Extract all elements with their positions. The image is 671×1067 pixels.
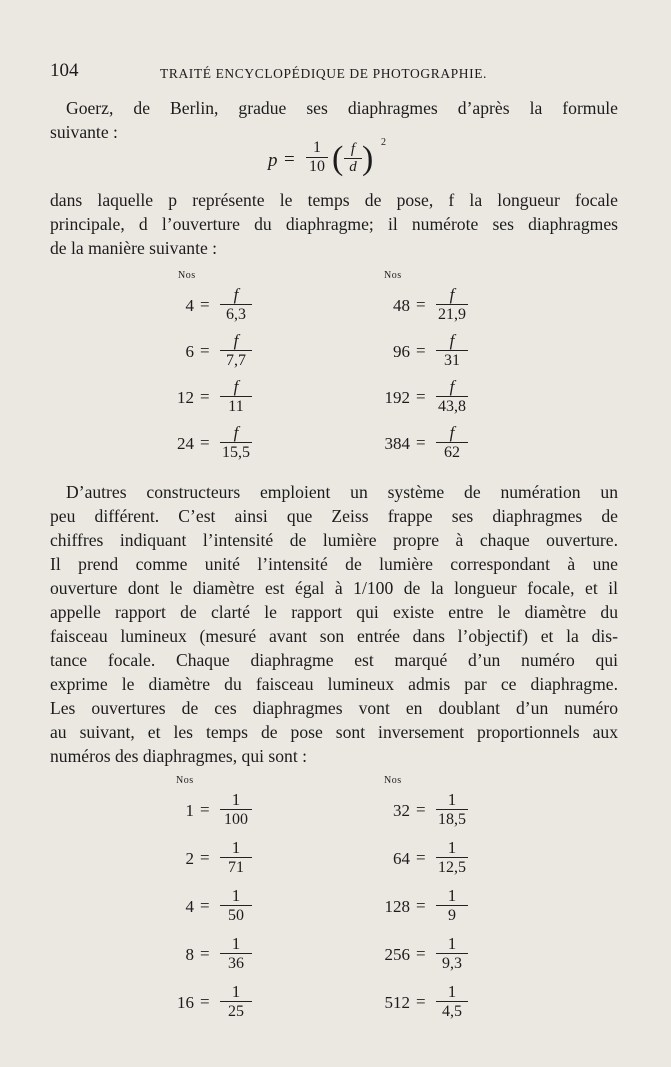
aperture-number: 4 [185,296,194,315]
fraction-numerator: 1 [447,934,457,953]
equals-sign: = [200,387,210,406]
aperture-number: 16 [177,993,194,1012]
left-parenthesis: ( [332,140,344,177]
fraction-numerator: 1 [231,886,241,905]
fraction-numerator: 1 [231,790,241,809]
aperture-number: 512 [384,993,410,1012]
fraction-numerator: 1 [231,934,241,953]
text-line: appelle rapport de clarté le rapport qui existe entre le diamètre du [50,602,618,622]
aperture-number: 6 [185,342,194,361]
aperture-row [160,788,280,832]
equals-sign: = [416,896,426,915]
equals-sign: = [416,944,426,963]
right-parenthesis: ) [362,140,374,177]
equals-sign: = [200,341,210,360]
text-line: ouverture dont le diamètre est égal à 1/100 de la longueur focale, et il [50,578,618,598]
aperture-row [160,421,280,465]
text-line: faisceau lumineux (mesuré avant son entrée dans l’objectif) et la dis- [50,626,618,646]
equals-sign: = [200,944,210,963]
equals-sign: = [416,848,426,867]
aperture-fraction [222,285,250,325]
fraction-denominator: d [349,159,357,175]
aperture-row [376,283,496,327]
fraction-denominator: 18,5 [438,811,466,828]
aperture-number: 96 [393,342,410,361]
equals-sign: = [200,433,210,452]
aperture-fraction [438,331,466,371]
fraction-numerator: f [233,285,239,304]
column-label: Nos [384,775,402,786]
aperture-row [160,375,280,419]
fraction-numerator: f [350,141,356,157]
aperture-number: 256 [384,945,410,964]
fraction-numerator: f [449,331,455,350]
fraction-denominator: 12,5 [438,859,466,876]
text-line: numéros des diaphragmes, qui sont : [50,746,308,766]
aperture-row [376,375,496,419]
column-label: Nos [384,270,402,281]
formula-equals: = [284,149,295,170]
fraction-denominator: 11 [228,398,244,415]
page-number: 104 [50,60,79,81]
aperture-number: 192 [384,388,410,407]
fraction-numerator: 1 [447,982,457,1001]
equals-sign: = [416,387,426,406]
aperture-fraction [438,377,466,417]
text-line: tance focale. Chaque diaphragme est marqué d’un numéro qui [50,650,618,670]
paragraph-zeiss [50,480,618,768]
fraction-denominator: 31 [444,352,460,369]
equals-sign: = [200,896,210,915]
equals-sign: = [416,341,426,360]
fraction-denominator: 25 [228,1003,244,1020]
aperture-fraction [438,790,466,830]
aperture-number: 32 [393,801,410,820]
aperture-fraction [222,838,250,878]
equals-sign: = [416,433,426,452]
aperture-row [376,884,496,928]
aperture-fraction [438,934,466,974]
text-line: au suivant, et les temps de pose sont inversement proportionnels aux [50,722,618,742]
page-header [50,60,620,86]
fraction-numerator: 1 [447,886,457,905]
aperture-number: 48 [393,296,410,315]
aperture-row [160,329,280,373]
text-line: chiffres indiquant l’intensité de lumière propre à chaque ouverture. [50,530,618,550]
fraction-numerator: f [449,285,455,304]
aperture-row [160,932,280,976]
fraction-numerator: f [449,423,455,442]
fraction-numerator: f [233,423,239,442]
fraction-denominator: 71 [228,859,244,876]
aperture-fraction [438,285,466,325]
aperture-fraction [438,982,466,1022]
aperture-number: 2 [185,849,194,868]
aperture-number: 12 [177,388,194,407]
text-line: suivante : [50,122,118,142]
aperture-fraction [222,886,250,926]
fraction-denominator: 43,8 [438,398,466,415]
fraction-denominator: 100 [224,811,248,828]
aperture-row [376,421,496,465]
aperture-fraction [438,838,466,878]
fraction-numerator: 1 [313,139,321,156]
aperture-fraction [438,886,466,926]
text-line: exprime le diamètre du faisceau lumineux admis par ce diaphragme. [50,674,618,694]
formula-lhs: p [268,150,278,171]
column-label: Nos [176,775,194,786]
aperture-number: 128 [384,897,410,916]
fraction-numerator: 1 [447,790,457,809]
formula-inner-fraction [344,141,362,176]
paragraph-goerz-definition [50,188,618,260]
aperture-fraction [222,423,250,463]
fraction-numerator: 1 [231,982,241,1001]
aperture-row [376,980,496,1024]
fraction-numerator: 1 [447,838,457,857]
aperture-row [376,836,496,880]
aperture-fraction [222,331,250,371]
aperture-number: 8 [185,945,194,964]
aperture-row [160,836,280,880]
fraction-denominator: 10 [309,158,325,175]
fraction-denominator: 9 [448,907,456,924]
fraction-denominator: 21,9 [438,306,466,323]
column-label: Nos [178,270,196,281]
aperture-row [160,884,280,928]
text-line: peu différent. C’est ainsi que Zeiss frappe ses diaphragmes de [50,506,618,526]
formula-exponent: 2 [381,137,386,148]
aperture-fraction [222,377,250,417]
fraction-numerator: f [233,331,239,350]
running-title: TRAITÉ ENCYCLOPÉDIQUE DE PHOTOGRAPHIE. [160,66,488,81]
aperture-row [376,788,496,832]
text-line: D’autres constructeurs emploient un système de numération un [66,482,618,502]
aperture-row [160,283,280,327]
equals-sign: = [416,295,426,314]
fraction-numerator: f [233,377,239,396]
aperture-number: 384 [384,434,410,453]
aperture-fraction [222,934,250,974]
aperture-fraction [438,423,466,463]
fraction-numerator: 1 [231,838,241,857]
fraction-denominator: 6,3 [226,306,246,323]
equals-sign: = [200,848,210,867]
aperture-number: 1 [185,801,194,820]
aperture-number: 24 [177,434,194,453]
fraction-numerator: f [449,377,455,396]
formula-fraction [306,139,328,176]
aperture-number: 4 [185,897,194,916]
text-line: Goerz, de Berlin, gradue ses diaphragmes d’après la formule [66,98,618,118]
aperture-number: 64 [393,849,410,868]
equals-sign: = [200,800,210,819]
aperture-row [376,329,496,373]
aperture-row [160,980,280,1024]
fraction-denominator: 15,5 [222,444,250,461]
aperture-row [376,932,496,976]
text-line: Les ouvertures de ces diaphragmes vont en doublant d’un numéro [50,698,618,718]
fraction-denominator: 50 [228,907,244,924]
equals-sign: = [200,295,210,314]
fraction-denominator: 62 [444,444,460,461]
fraction-denominator: 9,3 [442,955,462,972]
equals-sign: = [200,992,210,1011]
fraction-denominator: 36 [228,955,244,972]
aperture-fraction [222,982,250,1022]
text-line: principale, d l’ouverture du diaphragme; il numérote ses diaphragmes [50,214,618,234]
text-line: de la manière suivante : [50,238,218,258]
text-line: dans laquelle p représente le temps de pose, f la longueur focale [50,190,618,210]
equals-sign: = [416,992,426,1011]
aperture-fraction [222,790,250,830]
fraction-denominator: 4,5 [442,1003,462,1020]
equals-sign: = [416,800,426,819]
fraction-denominator: 7,7 [226,352,246,369]
text-line: Il prend comme unité l’intensité de lumière correspondant à une [50,554,618,574]
